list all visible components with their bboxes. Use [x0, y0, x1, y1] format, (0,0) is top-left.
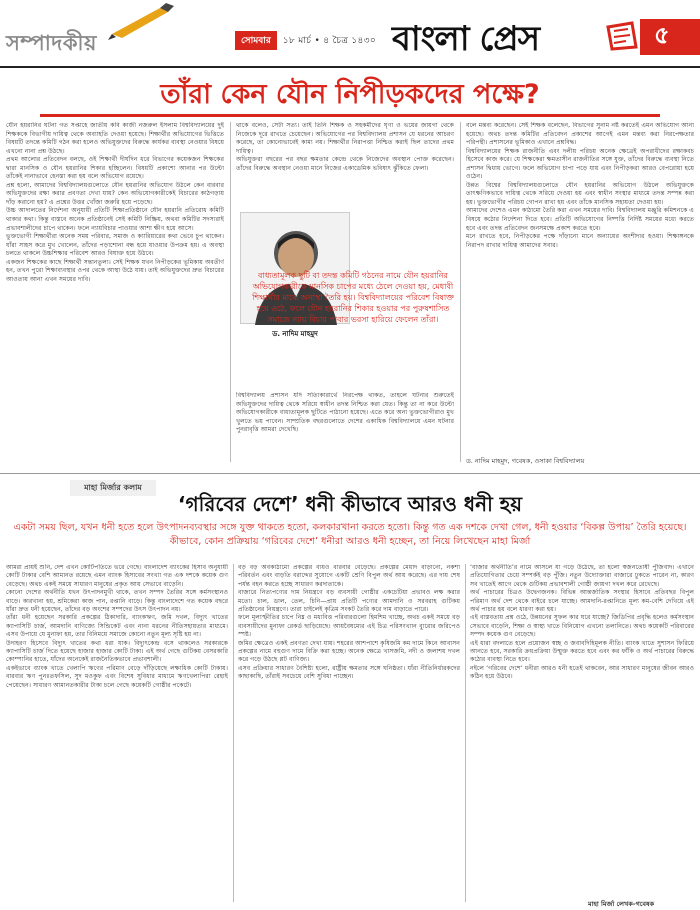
paragraph: তাঁরা ধনী হয়েছেন সরকারি প্রকল্পের ঠিকাদারি, ব্যাংকঋণ, জমি দখল, বিদ্যুৎ খাতের ক্যাপাসিটি চার্জ, আমদানি বাণিজ্যে সিন্ডিকেট এবং নানা ধরনের নীতিসহায়তার মাধ্যমে। এসব উপায়ে যে মুনাফা হয়, তার বিনিময়ে সমাজে কোনো নতুন মূল্য সৃষ্টি হয় না।	[6, 614, 228, 639]
article-deck: একটা সময় ছিল, যখন ধনী হতে হলে উৎপাদনব্যবস্থার সঙ্গে যুক্ত থাকতে হতো, কলকারখানা করতে হতো। কিন্তু গত এক দশকে দেখা গেল, ধনী হওয়ার ‘বিকল্প উপায়’ তৈরি হয়েছে। কীভাবে, কোন প্রক্রিয়ায় ‘গরিবের দেশে’ ধনীরা আরও ধনী হচ্ছেন, তা নিয়ে লিখেছেন মাহা মির্জা	[13, 522, 687, 547]
paragraph: মনে রাখতে হবে, নিপীড়কের পক্ষে দাঁড়ানো মানে অন্যায়ের অংশীদার হওয়া। শিক্ষাঙ্গনকে নিরাপদ রাখার দায়িত্ব আমাদের সবার।	[466, 233, 694, 249]
article-column-2	[238, 564, 460, 902]
column-kicker: মাহা মির্জার কলাম	[70, 480, 156, 496]
article-column-1	[6, 564, 228, 902]
paragraph: একজন শিক্ষকের কাছে শিক্ষার্থী সন্তানতুল্য। সেই শিক্ষক যখন নিপীড়কের ভূমিকায় অবতীর্ণ হন, তখন পুরো শিক্ষাব্যবস্থার ওপর থেকে আস্থা উঠে যায়। তাই অভিযুক্তদের দ্রুত বিচারের আওতায় আনা এখন সময়ের দাবি।	[6, 258, 224, 283]
section-separator	[0, 473, 700, 474]
article-headline: ‘গরিবের দেশে’ ধনী কীভাবে আরও ধনী হয়	[177, 492, 523, 516]
paragraph: ভুক্তভোগী শিক্ষার্থীরা অনেক সময় পরিবার, সমাজ ও ক্যারিয়ারের কথা ভেবে চুপ থাকেন। যাঁরা সাহস করে মুখ খোলেন, তাঁদের পড়াশোনা বন্ধ হয়ে যাওয়ার উপক্রম হয়। এ অবস্থা চলতে থাকলে উচ্চশিক্ষার পরিবেশ আরও বিষাক্ত হয়ে উঠবে।	[6, 233, 224, 258]
paragraph: নইলে ‘গরিবের দেশে’ ধনীরা আরও ধনী হতেই থাকবেন, আর সাধারণ মানুষের জীবন আরও কঠিন হয়ে উঠবে।	[470, 664, 694, 681]
page-number: ৫	[640, 19, 700, 55]
paragraph: উন্নত বিশ্বের বিশ্ববিদ্যালয়গুলোতে যৌন হয়রানির অভিযোগ উঠলে অভিযুক্তকে তাৎক্ষণিকভাবে দায়িত্ব থেকে সরিয়ে দেওয়া হয় এবং স্বাধীন সংস্থার মাধ্যমে তদন্ত সম্পন্ন করা হয়। ভুক্তভোগীর পরিচয় গোপন রাখা হয় এবং তাঁকে মানসিক সহায়তা দেওয়া হয়।	[466, 181, 694, 206]
author-name: ড. নাদিম মাহমুদ	[272, 330, 318, 338]
paragraph: জমির ক্ষেত্রেও একই প্রবণতা দেখা যায়। শহরের আশপাশে কৃষিজমি কম দামে কিনে আবাসন প্রকল্পের নামে বহুগুণ দামে বিক্রি করা হচ্ছে। অনেক ক্ষেত্রে খাসজমি, নদী ও জলাশয় দখল করে গড়ে উঠছে প্লট বাণিজ্য।	[238, 639, 460, 664]
paragraph: আমাদের দেশেও এমন কাঠামো তৈরি করা এখন সময়ের দাবি। বিশ্ববিদ্যালয় মঞ্জুরি কমিশনকে এ বিষয়ে কঠোর নির্দেশনা দিতে হবে। প্রতিটি অভিযোগের নিষ্পত্তি নির্দিষ্ট সময়ের মধ্যে করতে হবে এবং তদন্ত প্রতিবেদন জনসমক্ষে প্রকাশ করতে হবে।	[466, 207, 694, 232]
paragraph: প্রশ্ন হলো, আমাদের বিশ্ববিদ্যালয়গুলোতে যৌন হয়রানির অভিযোগ উঠলে কেন বারবার অভিযুক্তদের রক্ষা করার প্রবণতা দেখা যায়? কেন অভিযোগকারীকেই বিচারের কাঠগড়ায় দাঁড় করানো হয়? এ প্রশ্নের উত্তর খোঁজা জরুরি হয়ে পড়েছে।	[6, 181, 224, 206]
paragraph: কোনো দেশের অর্থনীতি যখন উৎপাদনমুখী থাকে, তখন সম্পদ তৈরির সঙ্গে কর্মসংস্থানও বাড়ে। কারখানা হয়, শ্রমিকেরা কাজ পান, রপ্তানি বাড়ে। কিন্তু বাংলাদেশে গত কয়েক বছরে যাঁরা দ্রুত ধনী হয়েছেন, তাঁদের বড় অংশের সম্পদের উৎস উৎপাদন নয়।	[6, 589, 228, 614]
paragraph: এসব প্রক্রিয়ার সাধারণ বৈশিষ্ট্য হলো, রাষ্ট্রীয় ক্ষমতার সঙ্গে ঘনিষ্ঠতা। যাঁরা নীতিনির্ধারকদের কাছাকাছি, তাঁরাই সবচেয়ে বেশি সুবিধা পাচ্ছেন।	[238, 664, 460, 681]
paragraph: অভিযুক্তরা বছরের পর বছর ক্ষমতার কেন্দ্রে থেকে নিজেদের অবস্থান পোক্ত করেছেন। তাঁদের বিরুদ্ধে অবস্থান নেওয়া মানে নিজের একাডেমিক ভবিষ্যৎ ঝুঁকিতে ফেলা।	[236, 156, 454, 172]
paragraph: থাকে বলেও, সেটা সত্য। তাই তিনি শিক্ষক ও সহকর্মীদের ঘৃণা ও ভয়ের জায়গা থেকে নিজেকে দূরে রাখতে চেয়েছেন। অভিযোগের পর বিশ্ববিদ্যালয় প্রশাসন যে ধরনের আচরণ করেছে, তা কোনোভাবেই কাম্য নয়। শিক্ষার্থীর নিরাপত্তা নিশ্চিত করাই ছিল তাদের প্রথম দায়িত্ব।	[236, 122, 454, 155]
article-column-2-top	[236, 122, 454, 212]
paragraph: এই বাস্তবতায় প্রশ্ন ওঠে, উন্নয়নের সুফল কার ঘরে যাচ্ছে? জিডিপির প্রবৃদ্ধি হলেও কর্মসংস্থান সেভাবে বাড়েনি, শিক্ষা ও স্বাস্থ্য খাতে বিনিয়োগ এখনো তলানিতে। অথচ কয়েকটি পরিবারের সম্পদ কয়েক গুণ বেড়েছে।	[470, 614, 694, 639]
paragraph: প্রথম আলোর প্রতিবেদন বলছে, ওই শিক্ষার্থী দীর্ঘদিন ধরে বিভাগের কয়েকজন শিক্ষকের দ্বারা মানসিক ও যৌন হয়রানির শিকার হচ্ছিলেন। বিষয়টি প্রকাশ্যে আনার পর উল্টো তাঁকেই নানাভাবে হেনস্তা করা হয় বলে অভিযোগ রয়েছে।	[6, 156, 224, 181]
column-divider	[465, 564, 466, 902]
section-label-box	[0, 0, 208, 70]
paragraph: উচ্চ আদালতের নির্দেশনা অনুযায়ী প্রতিটি শিক্ষাপ্রতিষ্ঠানে যৌন হয়রানি প্রতিরোধ কমিটি থাকার কথা। কিন্তু বাস্তবে অনেক প্রতিষ্ঠানেই সেই কমিটি নিষ্ক্রিয়, অথবা কমিটির সদস্যরাই প্রভাবশালীদের চাপে থাকেন। ফলে ন্যায়বিচার পাওয়ার আশা ক্ষীণ হয়ে আসে।	[6, 207, 224, 232]
paragraph: আমরা প্রায়ই শুনি, দেশ এখন কোটিপতিতে ভরে গেছে। বাংলাদেশ ব্যাংকের হিসাব অনুযায়ী কোটি টাকার বেশি আমানত রয়েছে এমন ব্যাংক হিসাবের সংখ্যা গত এক দশকে কয়েক গুণ বেড়েছে। অথচ একই সময়ে সাধারণ মানুষের প্রকৃত আয় সেভাবে বাড়েনি।	[6, 564, 228, 588]
column-divider	[230, 122, 231, 462]
paragraph: যৌন হয়রানির ঘটনা গত সপ্তাহে জাতীয় কবি কাজী নজরুল ইসলাম বিশ্ববিদ্যালয়ের দুই শিক্ষককে বিভাগীয় দায়িত্ব থেকে অব্যাহতি দেওয়া হয়েছে। শিক্ষার্থীর অভিযোগের ভিত্তিতে বিষয়টি তদন্তে কমিটি গঠন করা হলেও অভিযুক্তদের বিরুদ্ধে কার্যকর ব্যবস্থা নেওয়ার বিষয়ে এখনো নানা প্রশ্ন উঠছে।	[6, 122, 224, 155]
article-column-3	[466, 122, 694, 462]
paragraph: বড় বড় অবকাঠামো প্রকল্পের ব্যয়ও বারবার বেড়েছে। প্রকল্পের মেয়াদ বাড়ানো, নকশা পরিবর্তন এবং বাড়তি বরাদ্দের সুযোগে একটি শ্রেণি বিপুল অর্থ আয় করেছে। এর দায় শেষ পর্যন্ত বহন করতে হচ্ছে সাধারণ করদাতাকে।	[238, 564, 460, 588]
masthead	[0, 0, 700, 70]
article-column-3	[470, 564, 694, 896]
article-headline: তাঁরা কেন যৌন নিপীড়কদের পক্ষে?	[160, 79, 540, 110]
logo-mark-icon	[606, 21, 638, 51]
section-title: সম্পাদকীয়	[6, 31, 97, 55]
date-text: ১৮ মার্চ • ৪ চৈত্র ১৪৩০	[282, 35, 376, 46]
paragraph: ‘বাজার অর্থনীতি’র নামে আসলে যা গড়ে উঠেছে, তা হলো স্বজনতোষী পুঁজিবাদ। এখানে প্রতিযোগিতার চেয়ে সম্পর্কই বড় পুঁজি। নতুন উদ্যোক্তারা বাজারে ঢুকতে পারেন না, কারণ সব খাতেই আগে থেকে গুটিকয় প্রভাবশালী গোষ্ঠী জায়গা দখল করে রেখেছে।	[470, 564, 694, 588]
paragraph: বিশ্ববিদ্যালয় প্রশাসন যদি সত্যিকারার্থে নিরপেক্ষ থাকত, তাহলে ঘটনার শুরুতেই অভিযুক্তদের দায়িত্ব থেকে সরিয়ে স্বাধীন তদন্ত নিশ্চিত করা যেত। কিন্তু তা না করে উল্টো অভিযোগকারীকে বাধ্যতামূলক ছুটিতে পাঠানো হয়েছে। এতে করে অন্য ভুক্তভোগীরাও মুখ খুলতে ভয় পাবেন। সাম্প্রতিক বছরগুলোতে দেশের একাধিক বিশ্ববিদ্যালয়ে এমন ঘটনার পুনরাবৃত্তি আমরা দেখেছি।	[236, 392, 454, 434]
paragraph: ফলে মূল্যস্ফীতির চাপে নিম্ন ও মধ্যবিত্ত পরিবারগুলো হিমশিম খাচ্ছে, অথচ একই সময়ে বড় ব্যবসায়ীদের মুনাফা রেকর্ড ছাড়িয়েছে। আয়বৈষম্যের এই চিত্র পরিসংখ্যান ব্যুরোর জরিপেও স্পষ্ট।	[238, 614, 460, 639]
paragraph: বিশ্ববিদ্যালয়ের শিক্ষক রাজনীতি এবং দলীয় পরিচয় অনেক ক্ষেত্রেই অপরাধীদের রক্ষাকবচ হিসেবে কাজ করে। যে শিক্ষকেরা ক্ষমতাসীন রাজনীতির সঙ্গে যুক্ত, তাঁদের বিরুদ্ধে ব্যবস্থা নিতে প্রশাসন দ্বিধায় ভোগে। ফলে অভিযোগ চাপা পড়ে যায় এবং নিপীড়করা আরও বেপরোয়া হয়ে ওঠেন।	[466, 147, 694, 181]
article-column-2-bottom	[236, 392, 454, 462]
column-divider	[460, 122, 461, 462]
paragraph: এই ধারা বদলাতে হলে প্রয়োজন স্বচ্ছ ও জবাবদিহিমূলক নীতি। ব্যাংক খাতে সুশাসন ফিরিয়ে আনতে হবে, সরকারি ক্রয়প্রক্রিয়া উন্মুক্ত করতে হবে এবং কর ফাঁকি ও অর্থ পাচারের বিরুদ্ধে কঠোর ব্যবস্থা নিতে হবে।	[470, 639, 694, 664]
header-rule	[0, 66, 700, 68]
paragraph: বাজারে নিত্যপণ্যের দাম নিয়ন্ত্রণে বড় ব্যবসায়ী গোষ্ঠীর একচেটিয়া প্রভাবও লক্ষ করার মতো। চাল, ডাল, তেল, চিনি—প্রায় প্রতিটি পণ্যের আমদানি ও সরবরাহ গুটিকয় প্রতিষ্ঠানের নিয়ন্ত্রণে। তারা চাইলেই কৃত্রিম সংকট তৈরি করে দাম বাড়াতে পারে।	[238, 589, 460, 614]
newspaper-logo: বাংলা প্রেস	[392, 19, 540, 59]
column-divider	[233, 564, 234, 902]
paragraph: উদাহরণ হিসেবে বিদ্যুৎ খাতের কথা ধরা যাক। বিদ্যুৎকেন্দ্র বসে থাকলেও সরকারকে ক্যাপাসিটি চার্জ দিতে হয়েছে হাজার হাজার কোটি টাকা। এই অর্থ গেছে গুটিকয় বেসরকারি কোম্পানির হাতে, যাঁদের অনেকেই রাজনৈতিকভাবে প্রভাবশালী।	[6, 639, 228, 664]
headline-underline	[40, 114, 660, 117]
pull-quote: বাধ্যতামূলক ছুটি বা তদন্ত কমিটি গঠনের নামে যৌন হয়রানির অভিযোগকারীকে মানসিক চাপের মধ্যে ঠেলে দেওয়া হয়, মেধাবী শিক্ষার্থীর মাঝে অনাস্থা তৈরি হয়। বিশ্ববিদ্যালয়ের পরিবেশ বিষাক্ত হয়ে ওঠে, ফলে যৌন হয়রানির শিকার হওয়ার পর পুরুষশাসিত সমাজে ন্যায় বিচার পাবার ভরসা হারিয়ে ফেলেন তাঁরা।	[252, 271, 454, 324]
article-byline: ড. নাদিম মাহমুদ, গবেষক, ওসাকা বিশ্ববিদ্যালয়	[466, 457, 585, 465]
article-column-1	[6, 122, 224, 462]
article-byline: মাহা মির্জা লেখক-গবেষক	[588, 900, 655, 908]
paragraph: বলে মন্তব্য করেছেন। সেই শিক্ষক বলেছেন, বিভাগের সুনাম নষ্ট করতেই এমন অভিযোগ আনা হয়েছে। অথচ তদন্ত কমিটির প্রতিবেদন প্রকাশের আগেই এমন মন্তব্য করা নিরপেক্ষতার পরিপন্থী। প্রশাসনের ভূমিকাও এখানে প্রশ্নবিদ্ধ।	[466, 122, 694, 147]
fountain-pen-icon	[108, 2, 178, 40]
paragraph: একইভাবে ব্যাংক খাতে খেলাপি ঋণের পরিমাণ বেড়ে দাঁড়িয়েছে লক্ষাধিক কোটি টাকায়। বারবার ঋণ পুনঃতফসিল, সুদ মওকুফ এবং বিশেষ সুবিধার মাধ্যমে ঋণখেলাপিরা রেহাই পেয়েছেন। সাধারণ আমানতকারীর টাকা চলে গেছে কয়েকটি গোষ্ঠীর পকেটে।	[6, 664, 228, 689]
paragraph: অর্থ পাচারের চিত্রও উদ্বেগজনক। বিভিন্ন আন্তর্জাতিক সংস্থার হিসাবে প্রতিবছর বিপুল পরিমাণ অর্থ দেশ থেকে বাইরে চলে যাচ্ছে। আমদানি-রপ্তানিতে মূল্য কম-বেশি দেখিয়ে এই অর্থ পাচার হয় বলে ধারণা করা হয়।	[470, 589, 694, 614]
date-weekday: সোমবার	[235, 31, 277, 50]
issue-date	[235, 31, 385, 49]
